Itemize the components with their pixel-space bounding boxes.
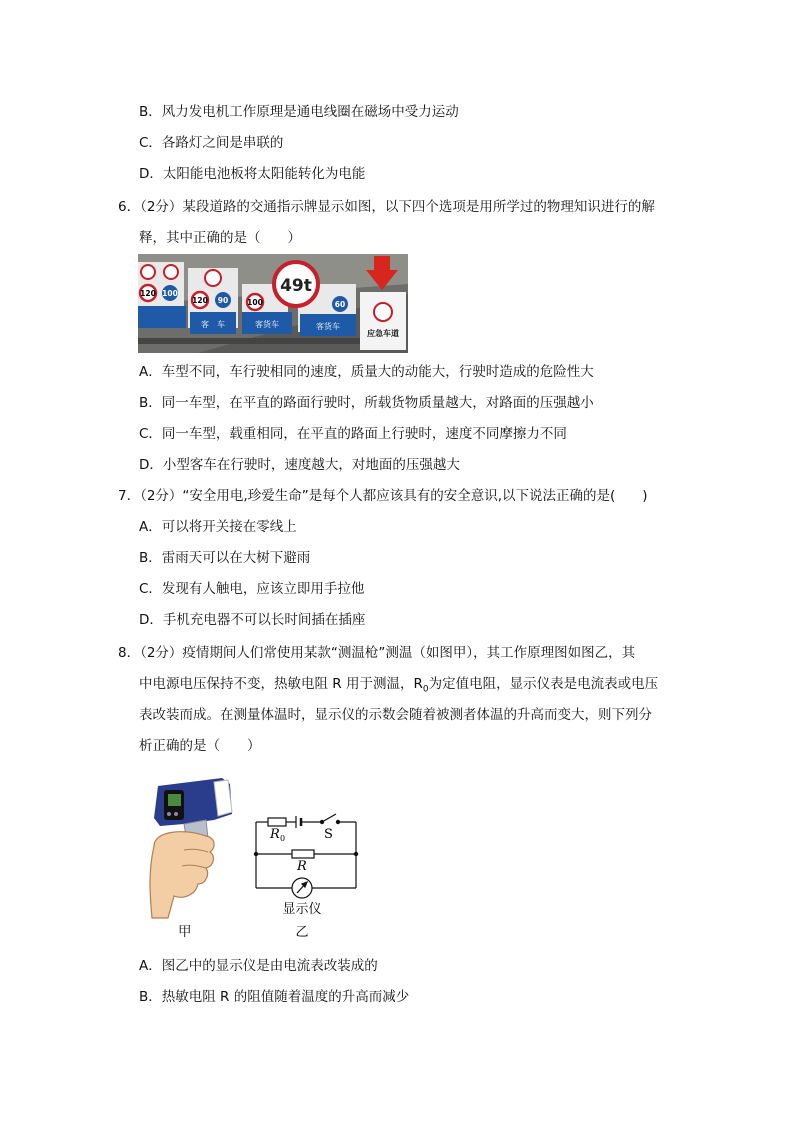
q7-option-a: A．可以将开关接在零线上 bbox=[139, 519, 297, 535]
weight-limit-text: 49t bbox=[280, 276, 312, 296]
speed-sign-1: 120 bbox=[140, 289, 156, 298]
q6-option-b: B．同一车型，在平直的路面行驶时，所载货物质量越大，对路面的压强越小 bbox=[139, 395, 594, 411]
q6-stem-line1: 6．（2分）某段道路的交通指示牌显示如图，以下四个选项是用所学过的物理知识进行的解 bbox=[118, 199, 655, 215]
q8-stem-line3: 表改装而成。在测量体温时，显示仪的示数会随着被测者体温的升高而变大，则下列分 bbox=[139, 707, 652, 723]
q7-stem: 7．（2分）“安全用电,珍爱生命”是每个人都应该具有的安全意识,以下说法正确的是( ) bbox=[118, 488, 648, 504]
speed-sign-4: 90 bbox=[217, 296, 229, 305]
lane-label-1: 客 车 bbox=[201, 320, 225, 329]
q6-stem-line2: 释，其中正确的是（ ） bbox=[139, 230, 301, 246]
q6-option-d: D．小型客车在行驶时，速度越大，对地面的压强越大 bbox=[139, 457, 460, 473]
q5-option-d: D．太阳能电池板将太阳能转化为电能 bbox=[139, 166, 366, 182]
q8-option-a: A．图乙中的显示仪是由电流表改装成的 bbox=[139, 958, 378, 974]
q5-option-b: B．风力发电机工作原理是通电线圈在磁场中受力运动 bbox=[139, 104, 459, 120]
q8-stem-line1: 8．（2分）疫情期间人们常使用某款“测温枪”测温（如图甲），其工作原理图如图乙，其 bbox=[118, 645, 636, 661]
q7-option-c: C．发现有人触电，应该立即用手拉他 bbox=[139, 581, 365, 597]
switch-label: S bbox=[324, 827, 333, 842]
q8-stem-line2: 中电源电压保持不变，热敏电阻 R 用于测温，$R_0$为定值电阻，显示仪表是电流表或电压 bbox=[139, 676, 659, 695]
emergency-lane-label: 应急车道 bbox=[367, 329, 399, 338]
circuit-diagram bbox=[250, 808, 362, 948]
figure-jia-label: 甲 bbox=[178, 924, 192, 940]
r-label: R bbox=[297, 859, 307, 874]
q7-option-b: B．雷雨天可以在大树下避雨 bbox=[139, 550, 311, 566]
speed-sign-2: 100 bbox=[162, 289, 178, 298]
q6-option-c: C．同一车型，载重相同，在平直的路面上行驶时，速度不同摩擦力不同 bbox=[139, 426, 567, 442]
speed-sign-5: 100 bbox=[247, 298, 263, 307]
q8-stem-line4: 析正确的是（ ） bbox=[139, 738, 261, 754]
display-label: 显示仪 bbox=[282, 902, 322, 917]
q7-option-d: D．手机充电器不可以长时间插在插座 bbox=[139, 612, 366, 628]
q8-option-b: B．热敏电阻 R 的阻值随着温度的升高而减少 bbox=[139, 989, 410, 1005]
lane-label-2: 客货车 bbox=[255, 320, 279, 329]
q5-option-c: C．各路灯之间是串联的 bbox=[139, 135, 284, 151]
figure-yi-label: 乙 bbox=[295, 925, 309, 940]
q6-option-a: A．车型不同，车行驶相同的速度，质量大的动能大，行驶时造成的危险性大 bbox=[139, 364, 594, 380]
speed-sign-3: 120 bbox=[192, 296, 208, 305]
traffic-sign-image bbox=[138, 254, 408, 353]
speed-sign-6: 60 bbox=[334, 300, 346, 309]
lane-label-3: 客货车 bbox=[316, 322, 340, 331]
r0-subscript: 0 bbox=[280, 834, 286, 843]
thermometer-gun-image bbox=[144, 776, 244, 921]
r0-label: R bbox=[270, 827, 280, 842]
